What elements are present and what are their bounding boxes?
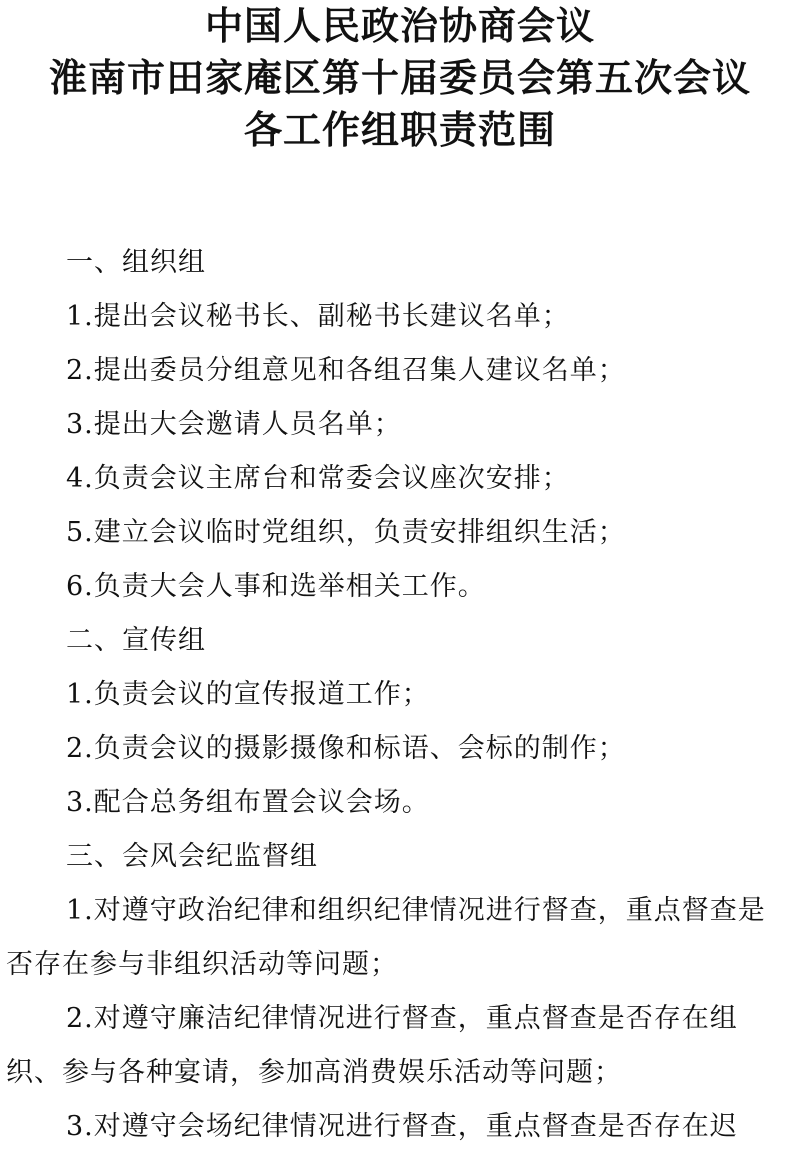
paragraph bbox=[0, 992, 800, 1100]
list-item: 6.负责大会人事和选举相关工作。 bbox=[66, 571, 486, 602]
paragraph-line: 3.对遵守会场纪律情况进行督查，重点督查是否存在迟 bbox=[66, 1111, 738, 1142]
paragraph-line: 织、参与各种宴请，参加高消费娱乐活动等问题； bbox=[6, 1057, 622, 1088]
list-item: 3.配合总务组布置会议会场。 bbox=[66, 787, 430, 818]
title-line-2: 淮南市田家庵区第十届委员会第五次会议 bbox=[48, 55, 751, 100]
section-heading-organization: 一、组织组 bbox=[66, 247, 206, 278]
list-item: 3.提出大会邀请人员名单； bbox=[66, 409, 402, 440]
document-body bbox=[0, 236, 800, 1154]
paragraph bbox=[0, 884, 800, 992]
list-item: 2.提出委员分组意见和各组召集人建议名单； bbox=[66, 355, 626, 386]
list-item: 1.提出会议秘书长、副秘书长建议名单； bbox=[66, 301, 570, 332]
list-item: 5.建立会议临时党组织，负责安排组织生活； bbox=[66, 517, 626, 548]
list-item: 2.负责会议的摄影摄像和标语、会标的制作； bbox=[66, 733, 626, 764]
document-title bbox=[0, 0, 800, 156]
section-heading-discipline-supervision: 三、会风会纪监督组 bbox=[66, 841, 318, 872]
paragraph-line: 1.对遵守政治纪律和组织纪律情况进行督查，重点督查是 bbox=[66, 895, 766, 926]
paragraph-line: 否存在参与非组织活动等问题； bbox=[6, 949, 398, 980]
title-line-3: 各工作组职责范围 bbox=[243, 107, 556, 152]
section-heading-publicity: 二、宣传组 bbox=[66, 625, 206, 656]
paragraph-line: 2.对遵守廉洁纪律情况进行督查，重点督查是否存在组 bbox=[66, 1003, 738, 1034]
paragraph bbox=[0, 1100, 800, 1154]
list-item: 1.负责会议的宣传报道工作； bbox=[66, 679, 430, 710]
list-item: 4.负责会议主席台和常委会议座次安排； bbox=[66, 463, 570, 494]
title-line-1: 中国人民政治协商会议 bbox=[204, 3, 595, 48]
